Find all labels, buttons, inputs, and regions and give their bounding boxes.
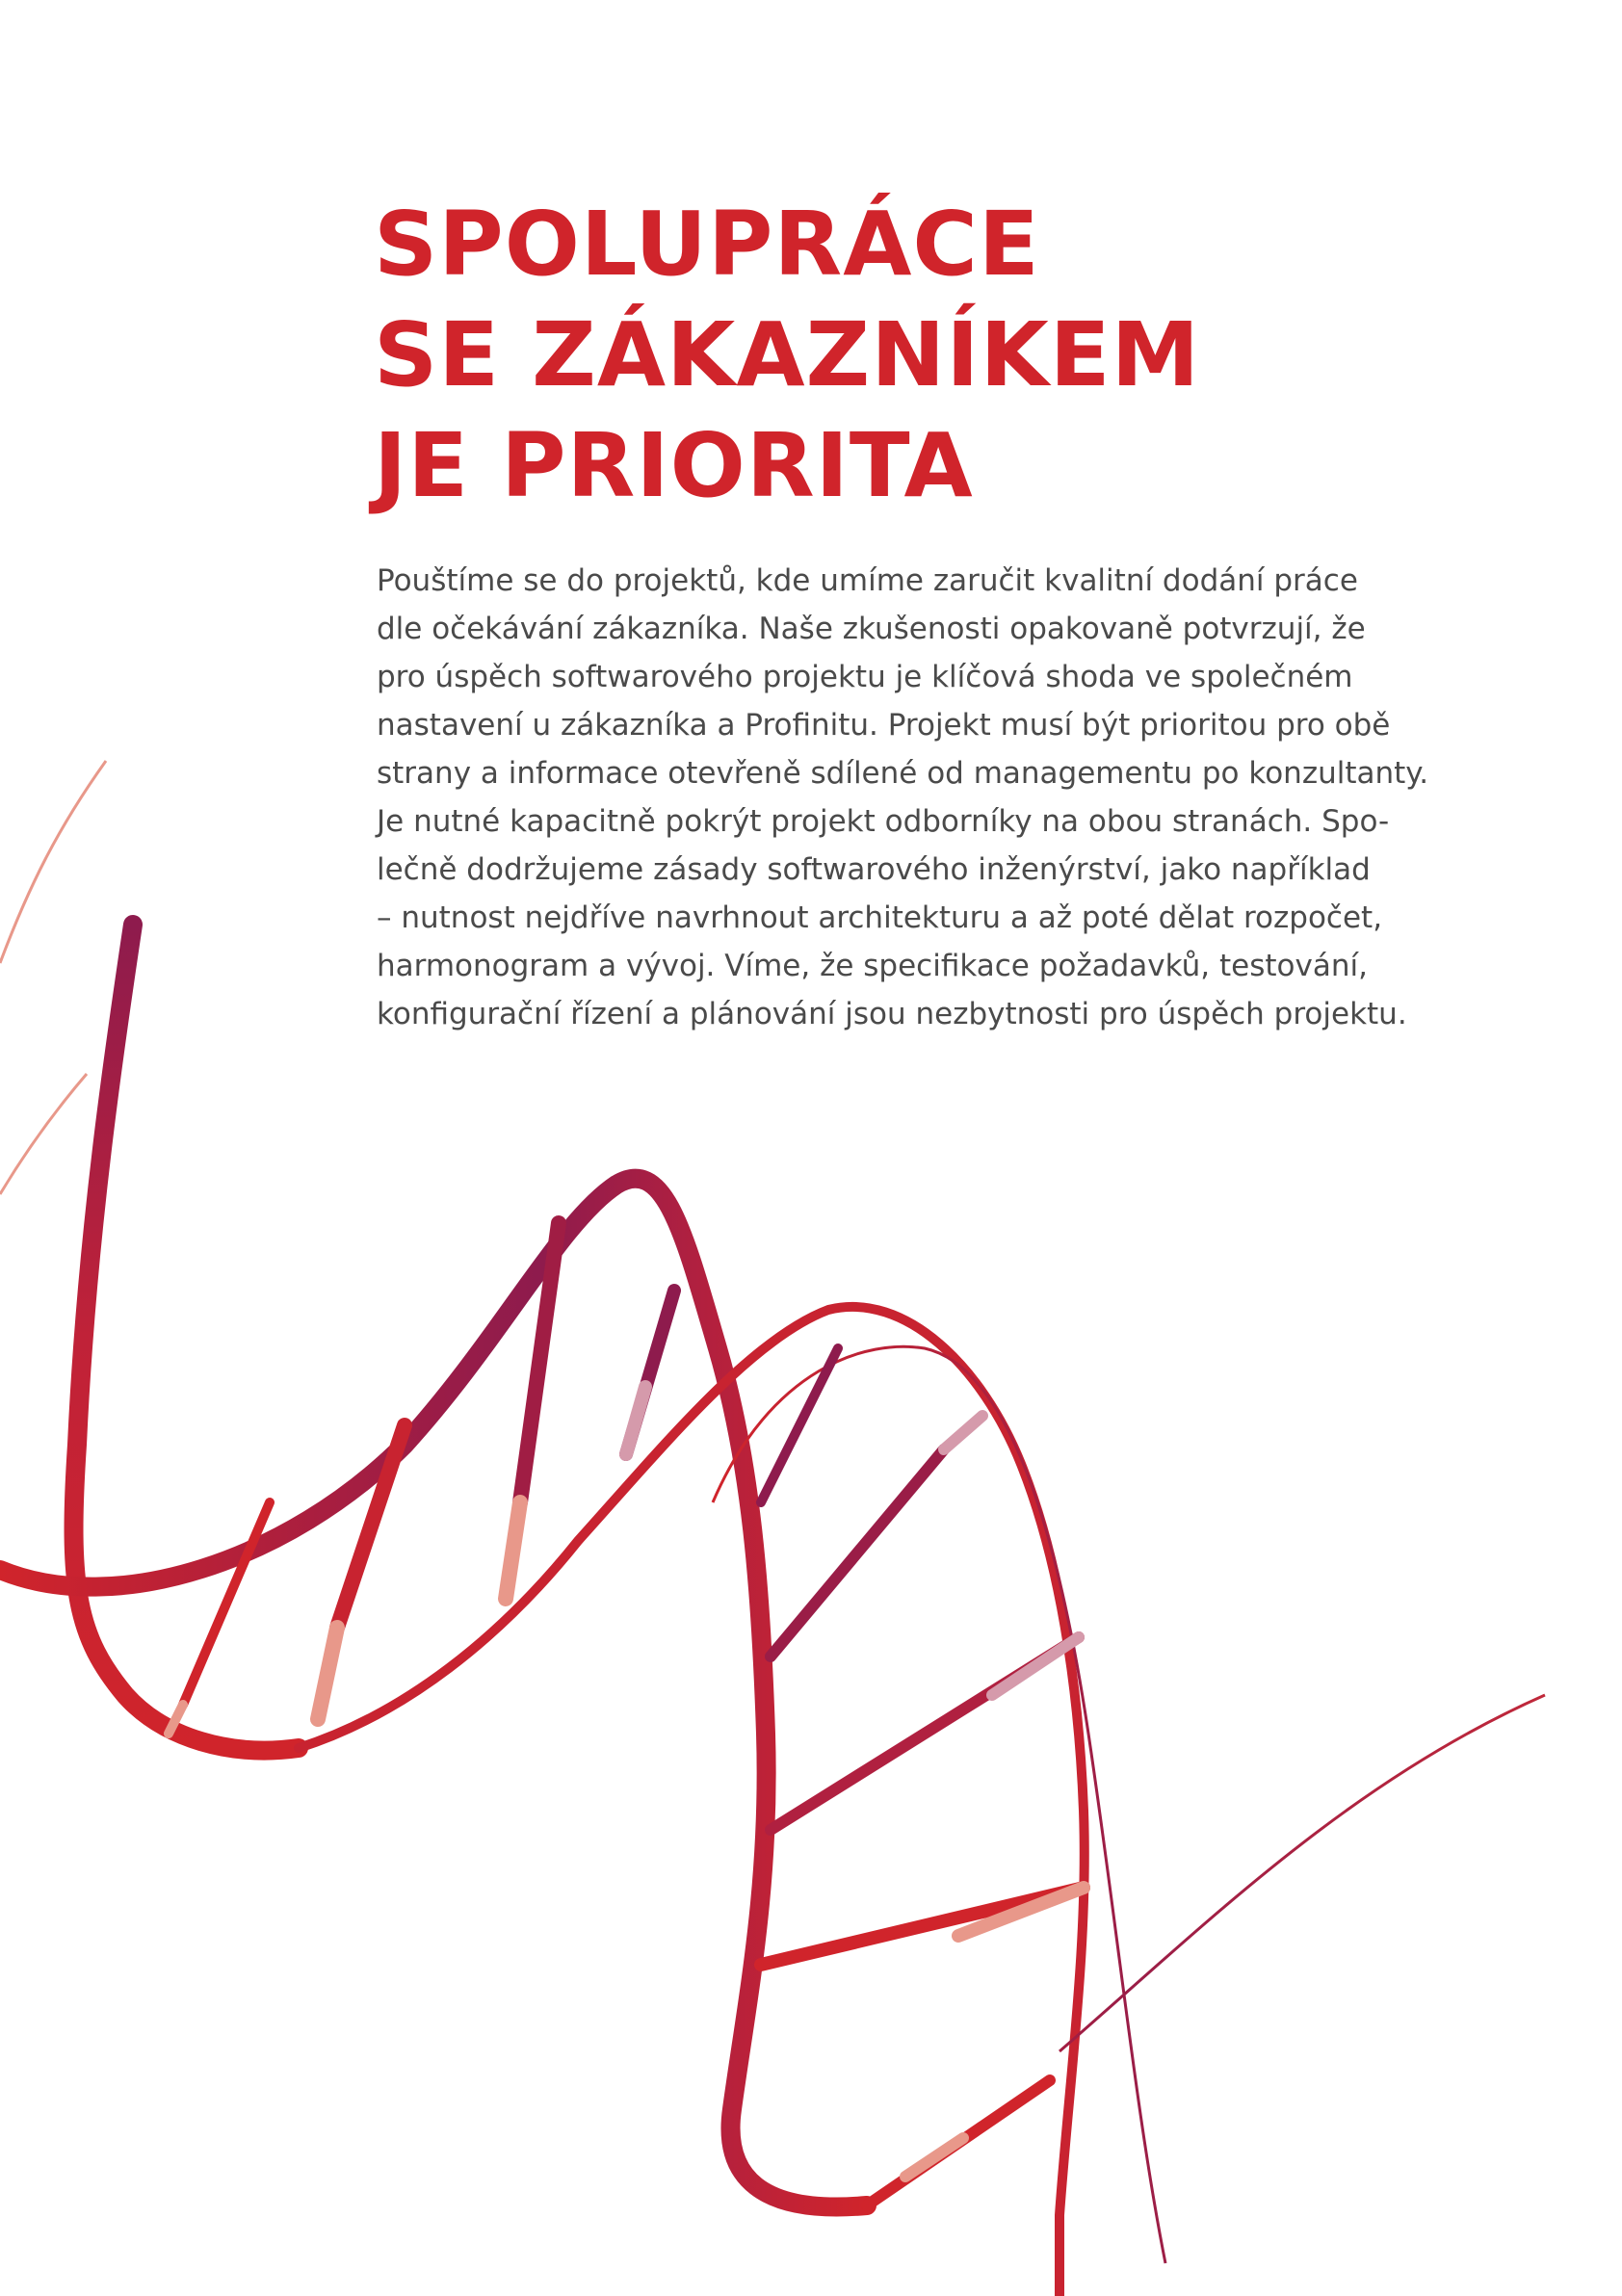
rung	[905, 2138, 963, 2177]
paragraph-line: konfigurační řízení a plánování jsou nezbytnosti pro úspěch projektu.	[377, 997, 1407, 1031]
thin-strand-left-upper	[0, 761, 106, 963]
page-title	[374, 189, 1200, 521]
rung	[761, 1348, 838, 1502]
title-line: JE PRIORITA	[374, 414, 974, 517]
rung	[867, 2080, 1050, 2205]
rung	[944, 1416, 982, 1449]
helix-rungs	[169, 1223, 1084, 2205]
rung	[626, 1291, 674, 1454]
rung	[958, 1888, 1084, 1936]
title-line: SPOLUPRÁCE	[374, 193, 1040, 296]
rung	[520, 1223, 559, 1502]
thin-strand-left	[0, 1074, 87, 1194]
paragraph-line: Je nutné kapacitně pokrýt projekt odborníky na obou stranách. Spo-	[377, 804, 1390, 839]
paragraph-line: dle očekávání zákazníka. Naše zkušenosti opakovaně potvrzují, že	[377, 612, 1366, 646]
paragraph-line: – nutnost nejdříve navrhnout architekturu a až poté dělat rozpočet,	[377, 900, 1383, 935]
rung	[626, 1387, 645, 1454]
rung	[169, 1705, 183, 1734]
rung	[771, 1449, 944, 1657]
rung	[318, 1628, 337, 1719]
main-strand-vertical	[74, 925, 299, 1751]
main-strand-loop	[0, 1179, 867, 2207]
paragraph-line: strany a informace otevřeně sdílené od managementu po konzultanty.	[377, 756, 1429, 791]
rung	[771, 1637, 1079, 1830]
rung	[992, 1637, 1079, 1695]
body-paragraph	[377, 557, 1460, 1038]
paragraph-line: pro úspěch softwarového projektu je klíčová shoda ve společném	[377, 660, 1353, 694]
rung	[183, 1502, 270, 1705]
rung	[761, 1888, 1084, 1965]
paragraph-line: harmonogram a vývoj. Víme, že specifikace požadavků, testování,	[377, 949, 1368, 983]
paragraph-line: Pouštíme se do projektů, kde umíme zaručit kvalitní dodání práce	[377, 563, 1358, 598]
rung	[337, 1425, 405, 1628]
thin-strand-right	[713, 1346, 1545, 2263]
paragraph-line: nastavení u zákazníka a Profinitu. Projekt musí být prioritou pro obě	[377, 708, 1391, 743]
title-line: SE ZÁKAZNÍKEM	[374, 303, 1201, 406]
paragraph-line: lečně dodržujeme zásady softwarového inženýrství, jako například	[377, 852, 1371, 887]
secondary-strand	[299, 1307, 1085, 2296]
rung	[506, 1502, 520, 1599]
